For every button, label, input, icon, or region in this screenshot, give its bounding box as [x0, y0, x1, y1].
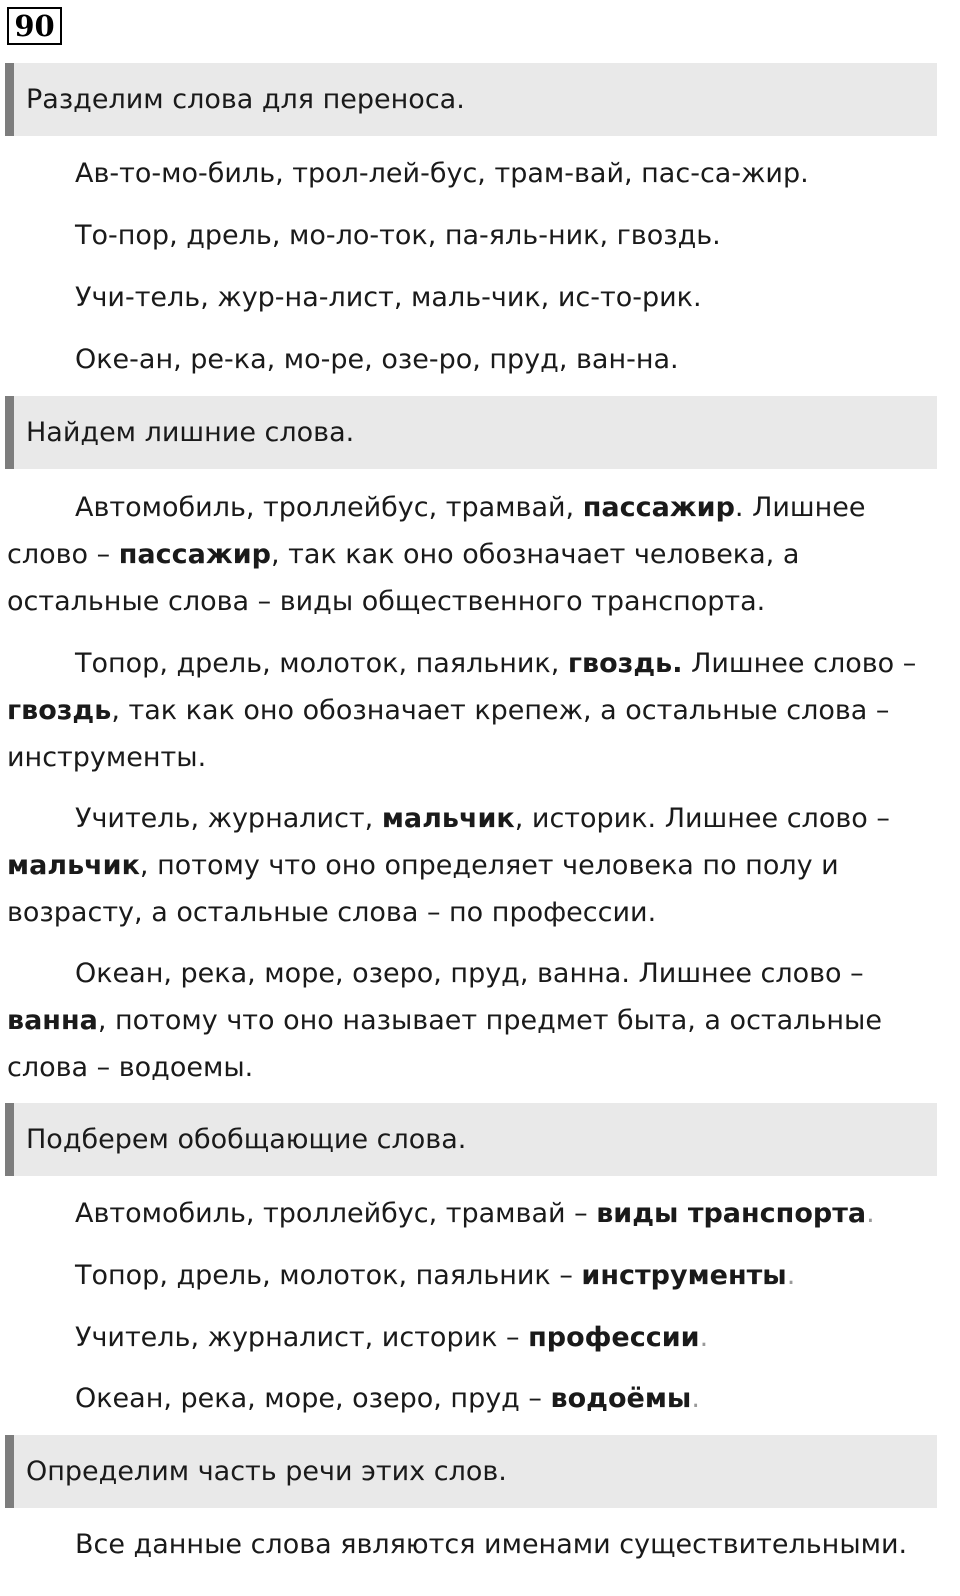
- section-title: Разделим слова для переноса.: [26, 84, 465, 115]
- odd-word-bold: пассажир: [118, 539, 271, 570]
- generalizing-line: Топор, дрель, молоток, паяльник – инструменты.: [75, 1260, 796, 1291]
- section-title: Найдем лишние слова.: [26, 417, 355, 448]
- section-header-odd-word: [5, 396, 937, 469]
- odd-word-paragraph: Автомобиль, троллейбус, трамвай, пассажир. Лишнее слово – пассажир, так как оно обозначает человека, а остальные слова – виды общественного транспорта.: [7, 492, 866, 617]
- section-title: Определим часть речи этих слов.: [26, 1456, 507, 1487]
- task-number: 90: [7, 7, 62, 45]
- odd-word-paragraph: Топор, дрель, молоток, паяльник, гвоздь. Лишнее слово – гвоздь, так как оно обозначает крепеж, а остальные слова – инструменты.: [7, 648, 917, 773]
- odd-word-bold: пассажир: [582, 492, 735, 523]
- section-header-part-of-speech: [5, 1435, 937, 1508]
- part-of-speech-line: Все данные слова являются именами существительными.: [75, 1529, 908, 1560]
- hyphenation-line: Ав-то-мо-биль, трол-лей-бус, трам-вай, пас-са-жир.: [75, 158, 809, 189]
- generalizing-line: Океан, река, море, озеро, пруд – водоёмы.: [75, 1383, 700, 1414]
- section-header-hyphenation: [5, 63, 937, 136]
- generalizing-line: Учитель, журналист, историк – профессии.: [75, 1322, 709, 1353]
- odd-word-paragraph: Океан, река, море, озеро, пруд, ванна. Лишнее слово – ванна, потому что оно называет предмет быта, а остальные слова – водоемы.: [7, 958, 882, 1083]
- odd-word-bold: мальчик: [381, 803, 515, 834]
- section-title: Подберем обобщающие слова.: [26, 1124, 467, 1155]
- odd-word-bold: гвоздь: [7, 695, 112, 726]
- odd-word-bold: ванна: [7, 1005, 98, 1036]
- hyphenation-line: Учи-тель, жур-на-лист, маль-чик, ис-то-рик.: [75, 282, 702, 313]
- odd-word-paragraph: Учитель, журналист, мальчик, историк. Лишнее слово – мальчик, потому что оно определяет человека по полу и возрасту, а остальные слова – по профессии.: [7, 803, 890, 928]
- section-header-generalizing: [5, 1103, 937, 1176]
- hyphenation-line: Оке-ан, ре-ка, мо-ре, озе-ро, пруд, ван-на.: [75, 344, 679, 375]
- hyphenation-line: То-пор, дрель, мо-ло-ток, па-яль-ник, гвоздь.: [75, 220, 721, 251]
- odd-word-bold: гвоздь.: [567, 648, 683, 679]
- odd-word-bold: мальчик: [7, 850, 140, 881]
- generalizing-line: Автомобиль, троллейбус, трамвай – виды транспорта.: [75, 1198, 875, 1229]
